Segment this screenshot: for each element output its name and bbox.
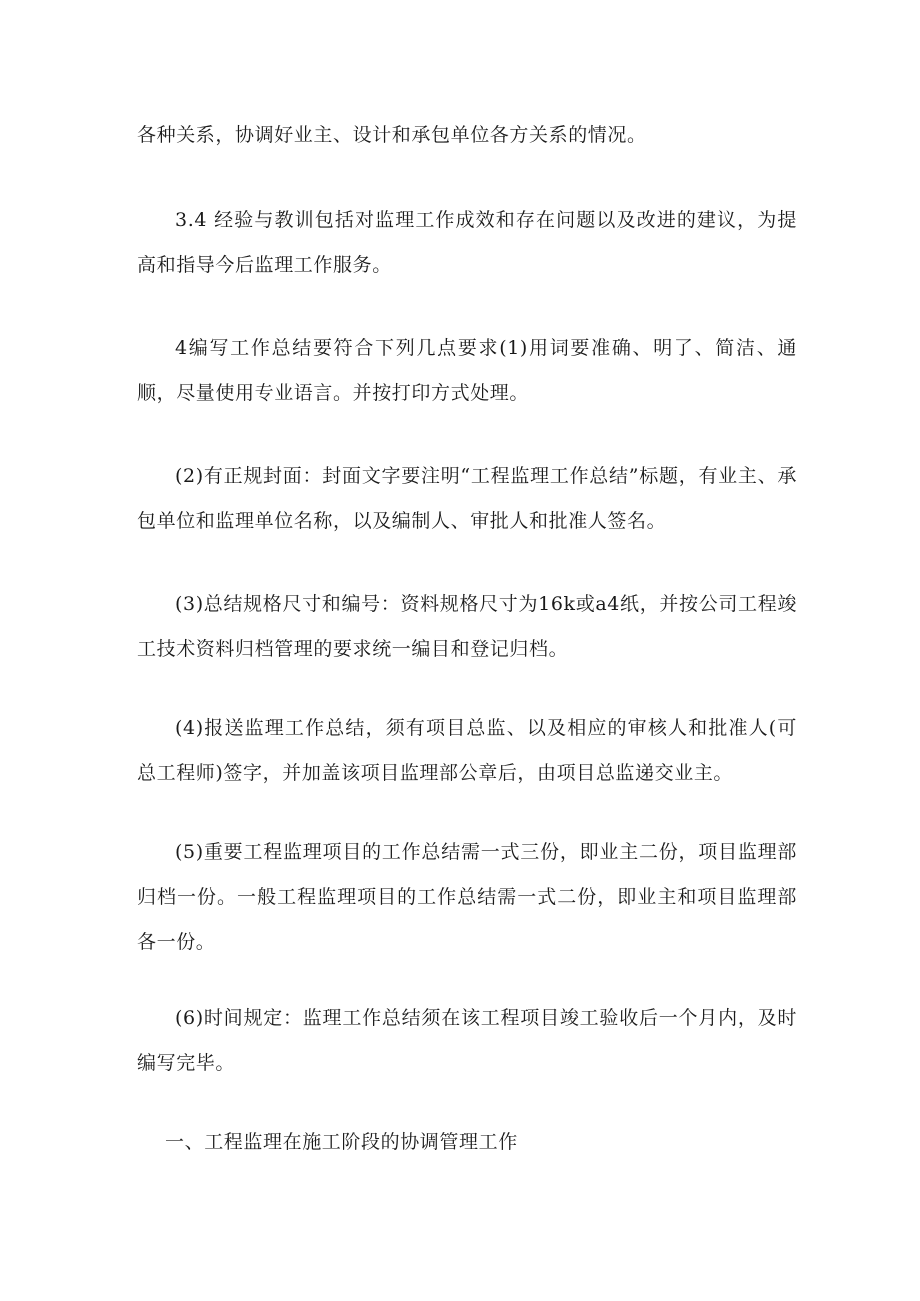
paragraph-3-4: 3.4 经验与教训包括对监理工作成效和存在问题以及改进的建议，为提高和指导今后监理工作服务。 xyxy=(137,209,797,276)
paragraph-item-5: (5)重要工程监理项目的工作总结需一式三份，即业主二份，项目监理部归档一份。一般工程监理项目的工作总结需一式二份，即业主和项目监理部各一份。 xyxy=(137,841,797,953)
paragraph-item-2: (2)有正规封面：封面文字要注明“工程监理工作总结”标题，有业主、承包单位和监理单位名称，以及编制人、审批人和批准人签名。 xyxy=(137,465,797,532)
paragraph-continuation: 各种关系，协调好业主、设计和承包单位各方关系的情况。 xyxy=(137,124,647,146)
paragraph-item-4: (4)报送监理工作总结，须有项目总监、以及相应的审核人和批准人(可总工程师)签字，并加盖该项目监理部公章后，由项目总监递交业主。 xyxy=(137,717,797,784)
paragraph-item-3: (3)总结规格尺寸和编号：资料规格尺寸为16k或a4纸，并按公司工程竣工技术资料归档管理的要求统一编目和登记归档。 xyxy=(137,593,797,660)
paragraph-4-requirements: 4编写工作总结要符合下列几点要求(1)用词要准确、明了、简洁、通顺，尽量使用专业语言。并按打印方式处理。 xyxy=(137,337,797,404)
paragraph-item-6: (6)时间规定：监理工作总结须在该工程项目竣工验收后一个月内，及时编写完毕。 xyxy=(137,1007,797,1074)
section-heading: 一、工程监理在施工阶段的协调管理工作 xyxy=(165,1131,518,1153)
